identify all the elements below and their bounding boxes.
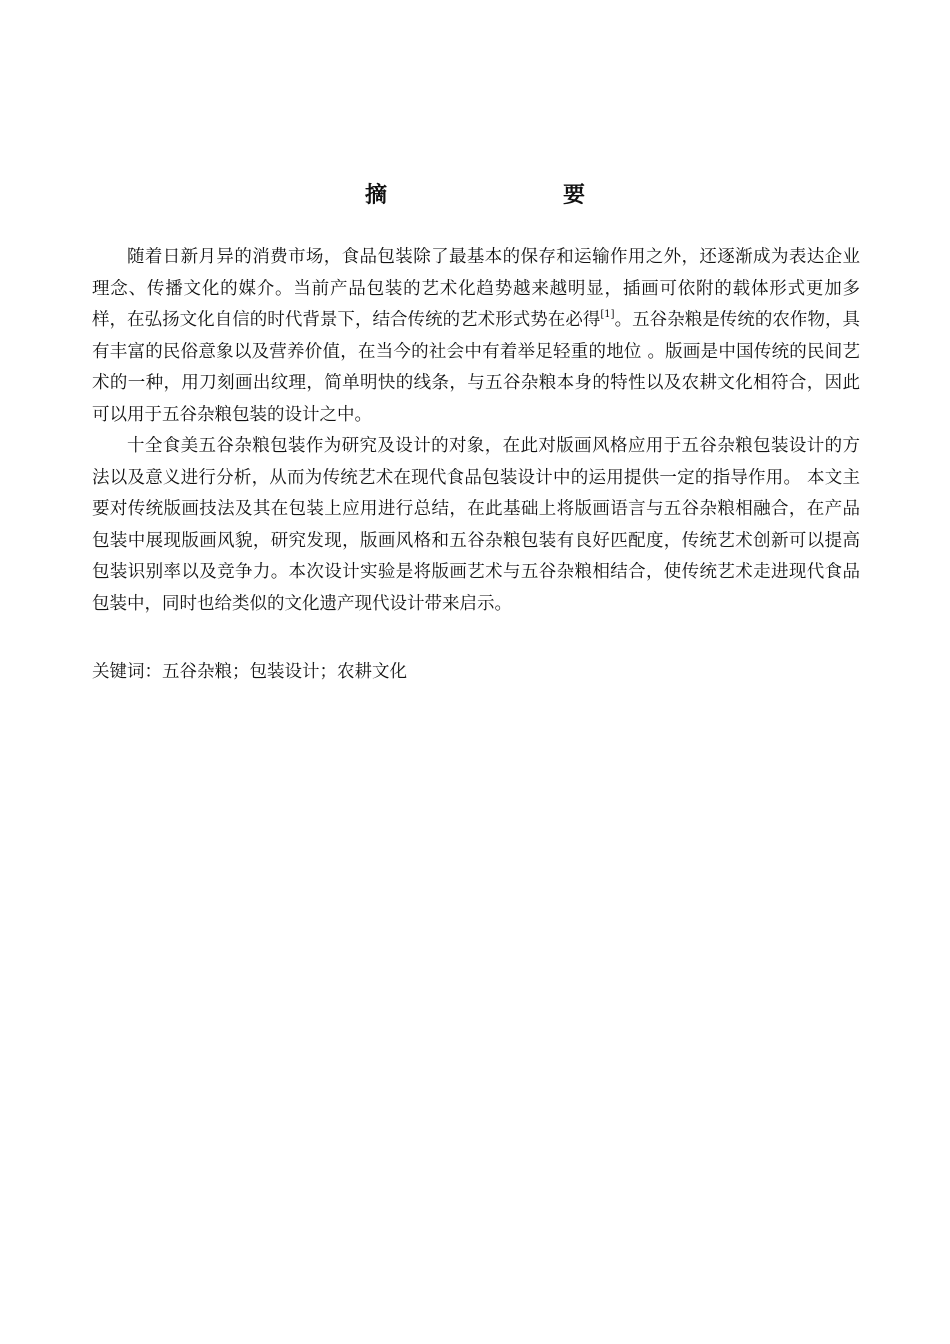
keywords-line	[92, 657, 407, 689]
abstract-title: 摘 要	[364, 182, 629, 208]
keywords-list: 五谷杂粮；包装设计；农耕文化	[162, 662, 407, 682]
paragraph-1-text-a: 随着日新月异的消费市场，食品包装除了最基本的保存和运输作用之外，还逐渐成为表达企业理念、传播文化的媒介。当前产品包装的艺术化趋势越来越明显，插画可依附的载体形式更加多样，在弘扬文化自信的时代背景下，结合传统的艺术形式势在必得	[92, 247, 860, 330]
citation-marker: [1]	[600, 309, 615, 320]
abstract-paragraph-1	[92, 242, 860, 431]
abstract-paragraph-2: 十全食美五谷杂粮包装作为研究及设计的对象，在此对版画风格应用于五谷杂粮包装设计的方法以及意义进行分析，从而为传统艺术在现代食品包装设计中的运用提供一定的指导作用。 本文主要对传统版画技法及其在包装上应用进行总结，在此基础上将版画语言与五谷杂粮相融合，在产品包装中展现版画风貌，研究发现，版画风格和五谷杂粮包装有良好匹配度，传统艺术创新可以提高包装识别率以及竞争力。本次设计实验是将版画艺术与五谷杂粮相结合，使传统艺术走进现代食品包装中，同时也给类似的文化遗产现代设计带来启示。	[92, 436, 860, 614]
paragraph-1-text-b: 。五谷杂粮是传统的农作物，具有丰富的民俗意象以及营养价值，在当今的社会中有着举足轻重的地位 。版画是中国传统的民间艺术的一种，用刀刻画出纹理，简单明快的线条，与五谷杂粮本身的特性以及农耕文化相符合，因此可以用于五谷杂粮包装的设计之中。	[92, 310, 861, 425]
abstract-body	[92, 242, 860, 620]
keywords-label: 关键词：	[92, 662, 162, 682]
